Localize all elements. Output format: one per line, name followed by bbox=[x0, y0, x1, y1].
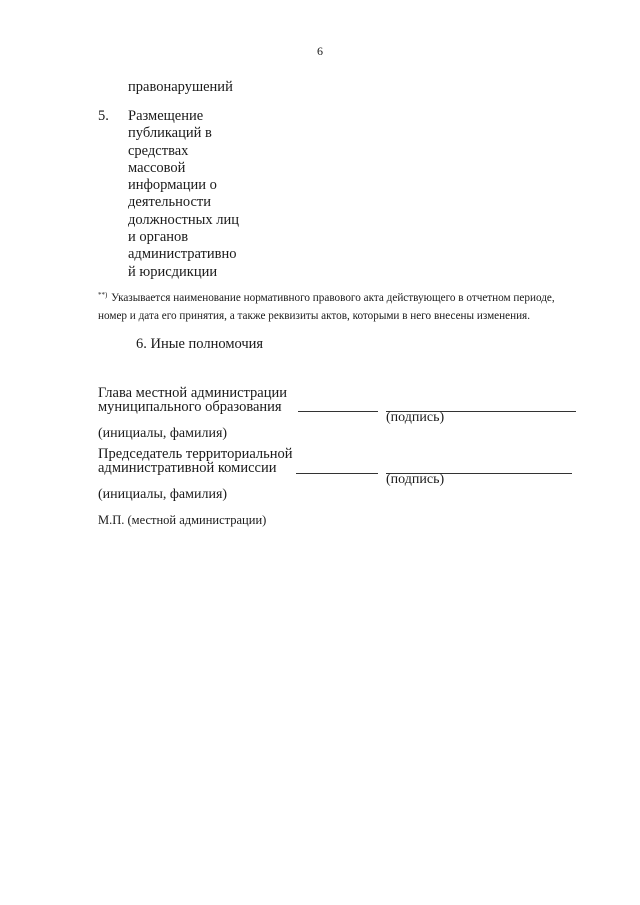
stamp-note: М.П. (местной администрации) bbox=[98, 513, 267, 527]
item-5-line: публикаций в bbox=[128, 125, 212, 142]
item-5-text bbox=[128, 108, 239, 281]
head-initials: (инициалы, фамилия) bbox=[98, 426, 228, 441]
chair-signature-title bbox=[98, 447, 293, 475]
item-5-number: 5. bbox=[98, 108, 109, 124]
item-5-line: массовой bbox=[128, 159, 186, 176]
item-5-line: Размещение bbox=[128, 108, 204, 124]
table-continuation-text: правонарушений bbox=[128, 79, 233, 95]
chair-initials: (инициалы, фамилия) bbox=[98, 487, 228, 502]
chair-title-line-1: Председатель территориальной bbox=[98, 446, 293, 462]
item-5-line: информации о bbox=[128, 177, 217, 194]
footnote-marker: **) bbox=[98, 291, 108, 299]
item-5-line: средствах bbox=[128, 142, 189, 159]
chair-signature-caption: (подпись) bbox=[386, 472, 445, 487]
item-5-line: административно bbox=[128, 246, 237, 263]
chair-title-line-2: административной комиссии bbox=[98, 460, 277, 476]
head-signature-caption: (подпись) bbox=[386, 410, 445, 425]
head-title-line-1: Глава местной администрации bbox=[98, 385, 288, 401]
head-title-line-2: муниципального образования bbox=[98, 399, 282, 415]
item-5-line: деятельности bbox=[128, 194, 212, 211]
page-number: 6 bbox=[317, 44, 323, 58]
footnote-line-1 bbox=[98, 286, 555, 307]
section-6-heading: 6. Иные полномочия bbox=[136, 336, 264, 352]
item-5-line: й юрисдикции bbox=[128, 263, 218, 280]
head-signature-title bbox=[98, 386, 287, 414]
footnote-text-1: Указывается наименование нормативного правового акта действующего в отчетном периоде, bbox=[111, 292, 555, 304]
head-date-line bbox=[298, 411, 378, 412]
chair-date-line bbox=[296, 473, 378, 474]
footnote bbox=[98, 286, 555, 325]
item-5-line: и органов bbox=[128, 229, 189, 246]
footnote-line-2: номер и дата его принятия, а также реквизиты актов, которыми в него внесены изменения. bbox=[98, 310, 530, 322]
item-5-line: должностных лиц bbox=[128, 211, 239, 228]
